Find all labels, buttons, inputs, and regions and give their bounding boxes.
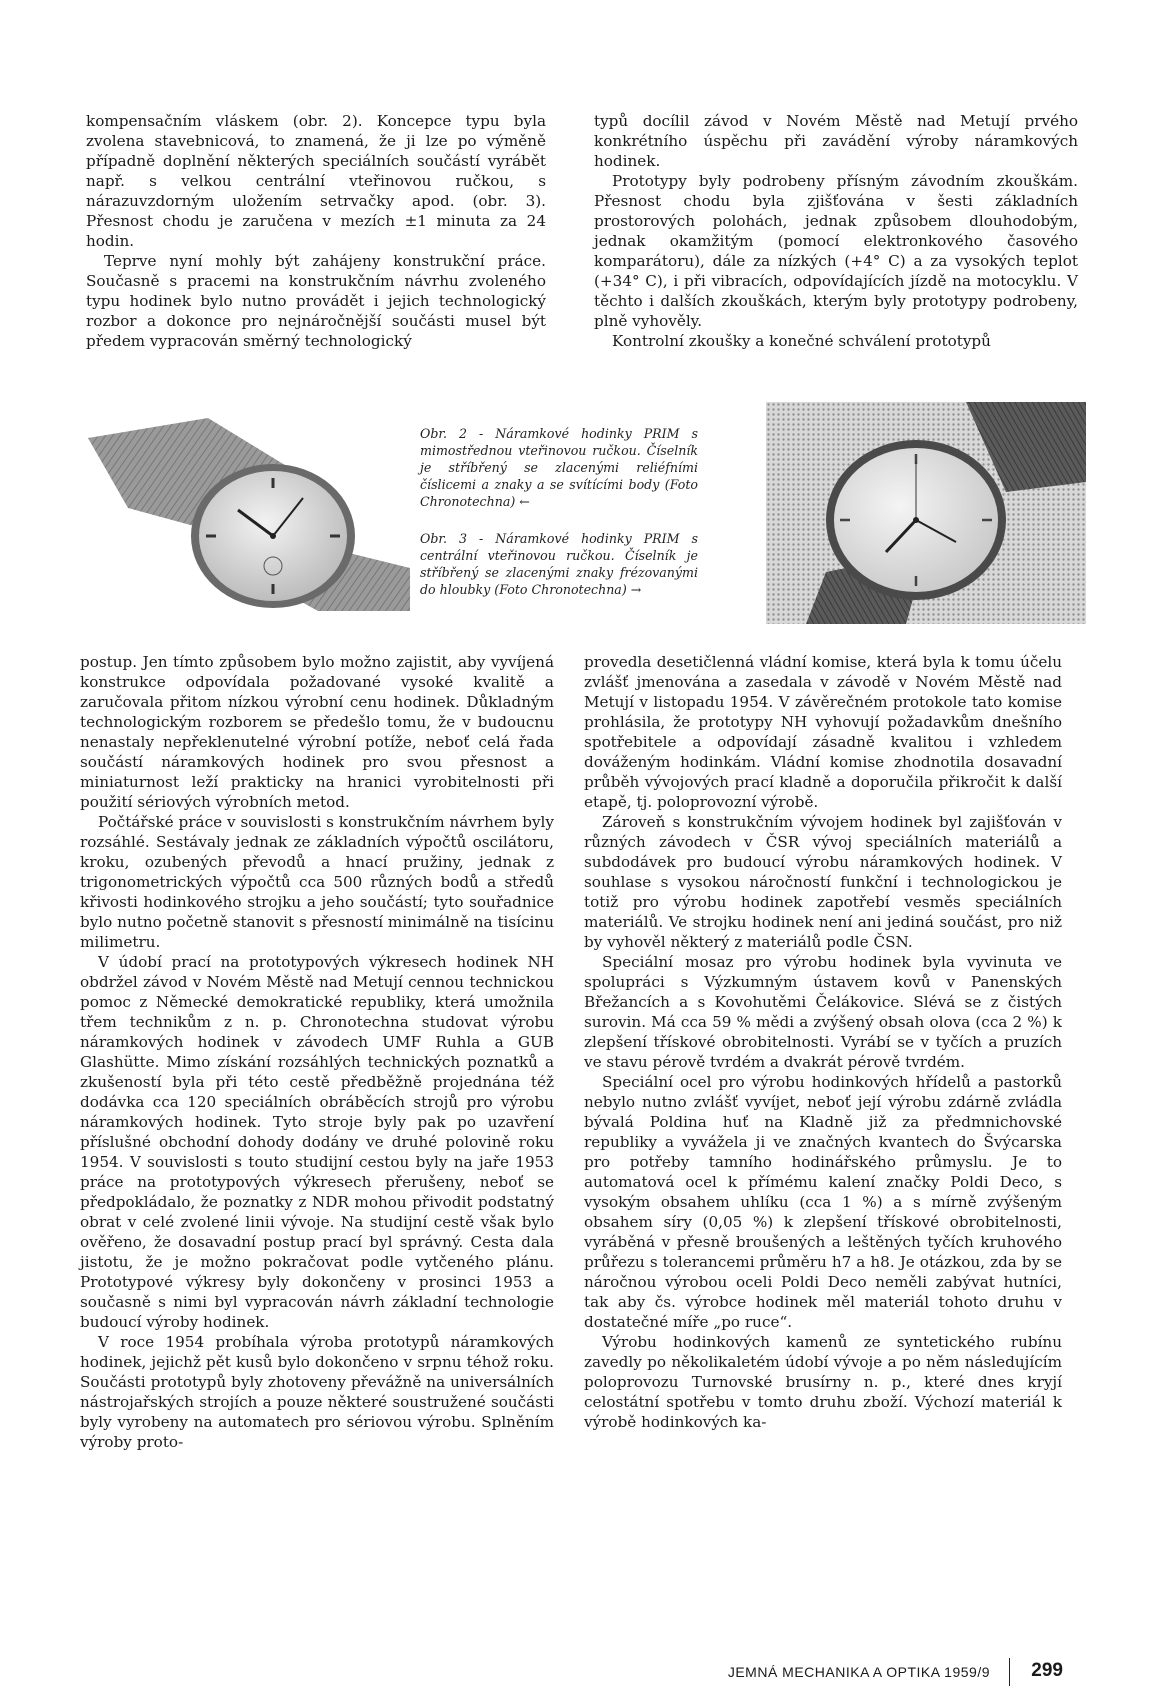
- paragraph: provedla desetičlenná vládní komise, která byla k tomu účelu zvlášť jmenována a zasedala v závodě v Novém Městě nad Metují v listopadu 1954. V závěrečném protokole tato komise prohlásila, že prototypy NH vyhovují požadavkům dnešního spotřebitele a odpovídají zásadně kvalitou i vzhledem dováženým hodinkám. Vládní komise zhodnotila dosavadní průběh vývojových prací kladně a doporučila přikročit k další etapě, tj. poloprovozní výrobě.: [584, 653, 1062, 811]
- paragraph: Zároveň s konstrukčním vývojem hodinek byl zajišťován v různých závodech v ČSR vývoj speciálních materiálů a subdodávek pro budoucí výrobu náramkových hodinek. V souhlase s vysokou náročností funkční i technologickou je totiž pro výrobu hodinek zapotřebí vesměs speciálních materiálů. Ve strojku hodinek není ani jediná součást, pro niž by vyhověl některý z materiálů podle ČSN.: [584, 813, 1062, 951]
- column-top-right: [594, 111, 1078, 351]
- paragraph: Speciální mosaz pro výrobu hodinek byla vyvinuta ve spolupráci s Výzkumným ústavem kovů v Panenských Břežancích a s Kovohutěmi Čelákovice. Slévá se z čistých surovin. Má cca 59 % mědi a zvýšený obsah olova (cca 2 %) k zlepšení třískové obrobitelnosti. Vyrábí se v tyčích a pruzích ve stavu pérově tvrdém a dvakrát pérově tvrdém.: [584, 953, 1062, 1071]
- paragraph: typů docílil závod v Novém Městě nad Metují prvého konkrétního úspěchu při zavádění výroby náramkových hodinek.: [594, 112, 1078, 170]
- column-top-left: [86, 111, 546, 351]
- watch-photo-fig2: [88, 418, 410, 611]
- paragraph: kompensačním vláskem (obr. 2). Koncepce typu byla zvolena stavebnicová, to znamená, že ji lze po výměně případně doplnění některých speciálních součástí vyrábět např. s velkou centrální vteřinovou ručkou, s nárazuvzdorným uložením setrvačky apod. (obr. 3). Přesnost chodu je zaručena v mezích ±1 minuta za 24 hodin.: [86, 112, 546, 250]
- right-arrow-icon: →: [630, 582, 642, 597]
- footer-divider: [1009, 1658, 1010, 1686]
- journal-title: JEMNÁ MECHANIKA A OPTIKA 1959/9: [727, 1664, 990, 1680]
- figure-caption-2: [420, 425, 698, 510]
- figure-caption-3: [420, 530, 698, 598]
- paragraph: V roce 1954 probíhala výroba prototypů náramkových hodinek, jejichž pět kusů bylo dokončeno v srpnu téhož roku. Součásti prototypů byly zhotoveny převážně na universálních nástrojařských strojích a pouze některé soustružené součásti byly vyrobeny na automatech pro sériovou výrobu. Splněním výroby proto-: [80, 1333, 554, 1451]
- left-arrow-icon: ←: [519, 494, 530, 509]
- paragraph: Speciální ocel pro výrobu hodinkových hřídelů a pastorků nebylo nutno zvlášť vyvíjet, neboť její výrobu zdárně zvládla bývalá Poldina huť na Kladně již za předmnichovské republiky a vyvážela ji ve značných kvantech do Švýcarska pro potřeby tamního hodinářského průmyslu. Je to automatová ocel k přímému kalení značky Poldi Deco, s vysokým obsahem uhlíku (cca 1 %) a s mírně zvýšeným obsahem síry (0,05 %) k zlepšení třískové obrobitelnosti, vyráběná v přesně broušených a leštěných tyčích kruhového průřezu s tolerancemi průměru h7 a h8. Je otázkou, zda by se náročnou výrobou oceli Poldi Deco neměli zabývat hutníci, tak aby čs. výrobce hodinek měl materiál tohoto druhu v dostatečné míře „po ruce“.: [584, 1073, 1062, 1331]
- paragraph: Počtářské práce v souvislosti s konstrukčním návrhem byly rozsáhlé. Sestávaly jednak ze základních výpočtů oscilátoru, kroku, ozubených převodů a hnací pružiny, jednak z trigonometrických výpočtů cca 500 různých bodů a středů křivosti hodinkového strojku a jeho součástí; tyto souřadnice bylo nutno početně stanovit s přesností minimálně na tisícinu milimetru.: [80, 813, 554, 951]
- column-bottom-left: [80, 652, 554, 1452]
- column-bottom-right: [584, 652, 1062, 1432]
- paragraph: postup. Jen tímto způsobem bylo možno zajistit, aby vyvíjená konstrukce odpovídala požadované vysoké kvalitě a zaručovala přitom nízkou výrobní cenu hodinek. Důkladným technologickým rozborem se předešlo tomu, že v budoucnu nenastaly nepřeklenutelné výrobní potíže, neboť celá řada součástí náramkových hodinek pro svou přesnost a miniaturnost leží prakticky na hranici vyrobitelnosti při použití sériových výrobních metod.: [80, 653, 554, 811]
- paragraph: Prototypy byly podrobeny přísným závodním zkouškám. Přesnost chodu byla zjišťována v šesti základních prostorových polohách, jednak způsobem dlouhodobým, jednak okamžitým (pomocí elektronkového časového komparátoru), dále za nízkých (+4° C) a za vysokých teplot (+34° C), i při vibracích, odpovídajících jízdě na motocyklu. V těchto i dalších zkouškách, kterým byly prototypy podrobeny, plně vyhověly.: [594, 172, 1078, 330]
- paragraph: Teprve nyní mohly být zahájeny konstrukční práce. Současně s pracemi na konstrukčním návrhu zvoleného typu hodinek bylo nutno provádět i jejich technologický rozbor a dokonce pro nejnáročnější součásti musel být předem vypracován směrný technologický: [86, 252, 546, 350]
- paragraph: Kontrolní zkoušky a konečné schválení prototypů: [612, 332, 991, 350]
- caption-text: Obr. 3 - Náramkové hodinky PRIM s centrální vteřinovou ručkou. Číselník je stříbřený se zlacenými znaky frézovanými do hloubky (Foto Chronotechna): [420, 531, 698, 597]
- caption-text: Obr. 2 - Náramkové hodinky PRIM s mimostřednou vteřinovou ručkou. Číselník je stříbřený se zlacenými reliéfními číslicemi a znaky a se svítícími body (Foto Chronotechna): [420, 426, 698, 509]
- page-footer: [700, 1658, 1080, 1688]
- paragraph: V údobí prací na prototypových výkresech hodinek NH obdržel závod v Novém Městě nad Metují cennou technickou pomoc z Německé demokratické republiky, která umožnila třem technikům z n. p. Chronotechna studovat výrobu náramkových hodinek v závodech UMF Ruhla a GUB Glashütte. Mimo získání rozsáhlých technických poznatků a zkušeností byla při této cestě předběžně projednána též dodávka cca 120 speciálních obráběcích strojů pro výrobu náramkových hodinek. Tyto stroje byly pak po uzavření příslušné obchodní dohody dodány ve druhé polovině roku 1954. V souvislosti s touto studijní cestou byly na jaře 1953 práce na prototypových výkresech přerušeny, neboť se předpokládalo, že poznatky z NDR mohou přivodit podstatný obrat v celé zvolené linii vývoje. Na studijní cestě však bylo ověřeno, že dosavadní postup prací byl správný. Cesta dala jistotu, že je možno pokračovat podle vytčeného plánu. Prototypové výkresy byly dokončeny v prosinci 1953 a současně s nimi byl vypracován návrh základní technologie budoucí výroby hodinek.: [80, 953, 554, 1331]
- watch-photo-fig3: [766, 402, 1086, 624]
- page-number: 299: [1031, 1660, 1063, 1681]
- paragraph: Výrobu hodinkových kamenů ze syntetického rubínu zavedly po několikaletém údobí vývoje a po něm následujícím poloprovozu Turnovské brusírny n. p., které dnes kryjí celostátní spotřebu v tomto druhu zboží. Výchozí materiál k výrobě hodinkových ka-: [584, 1333, 1062, 1431]
